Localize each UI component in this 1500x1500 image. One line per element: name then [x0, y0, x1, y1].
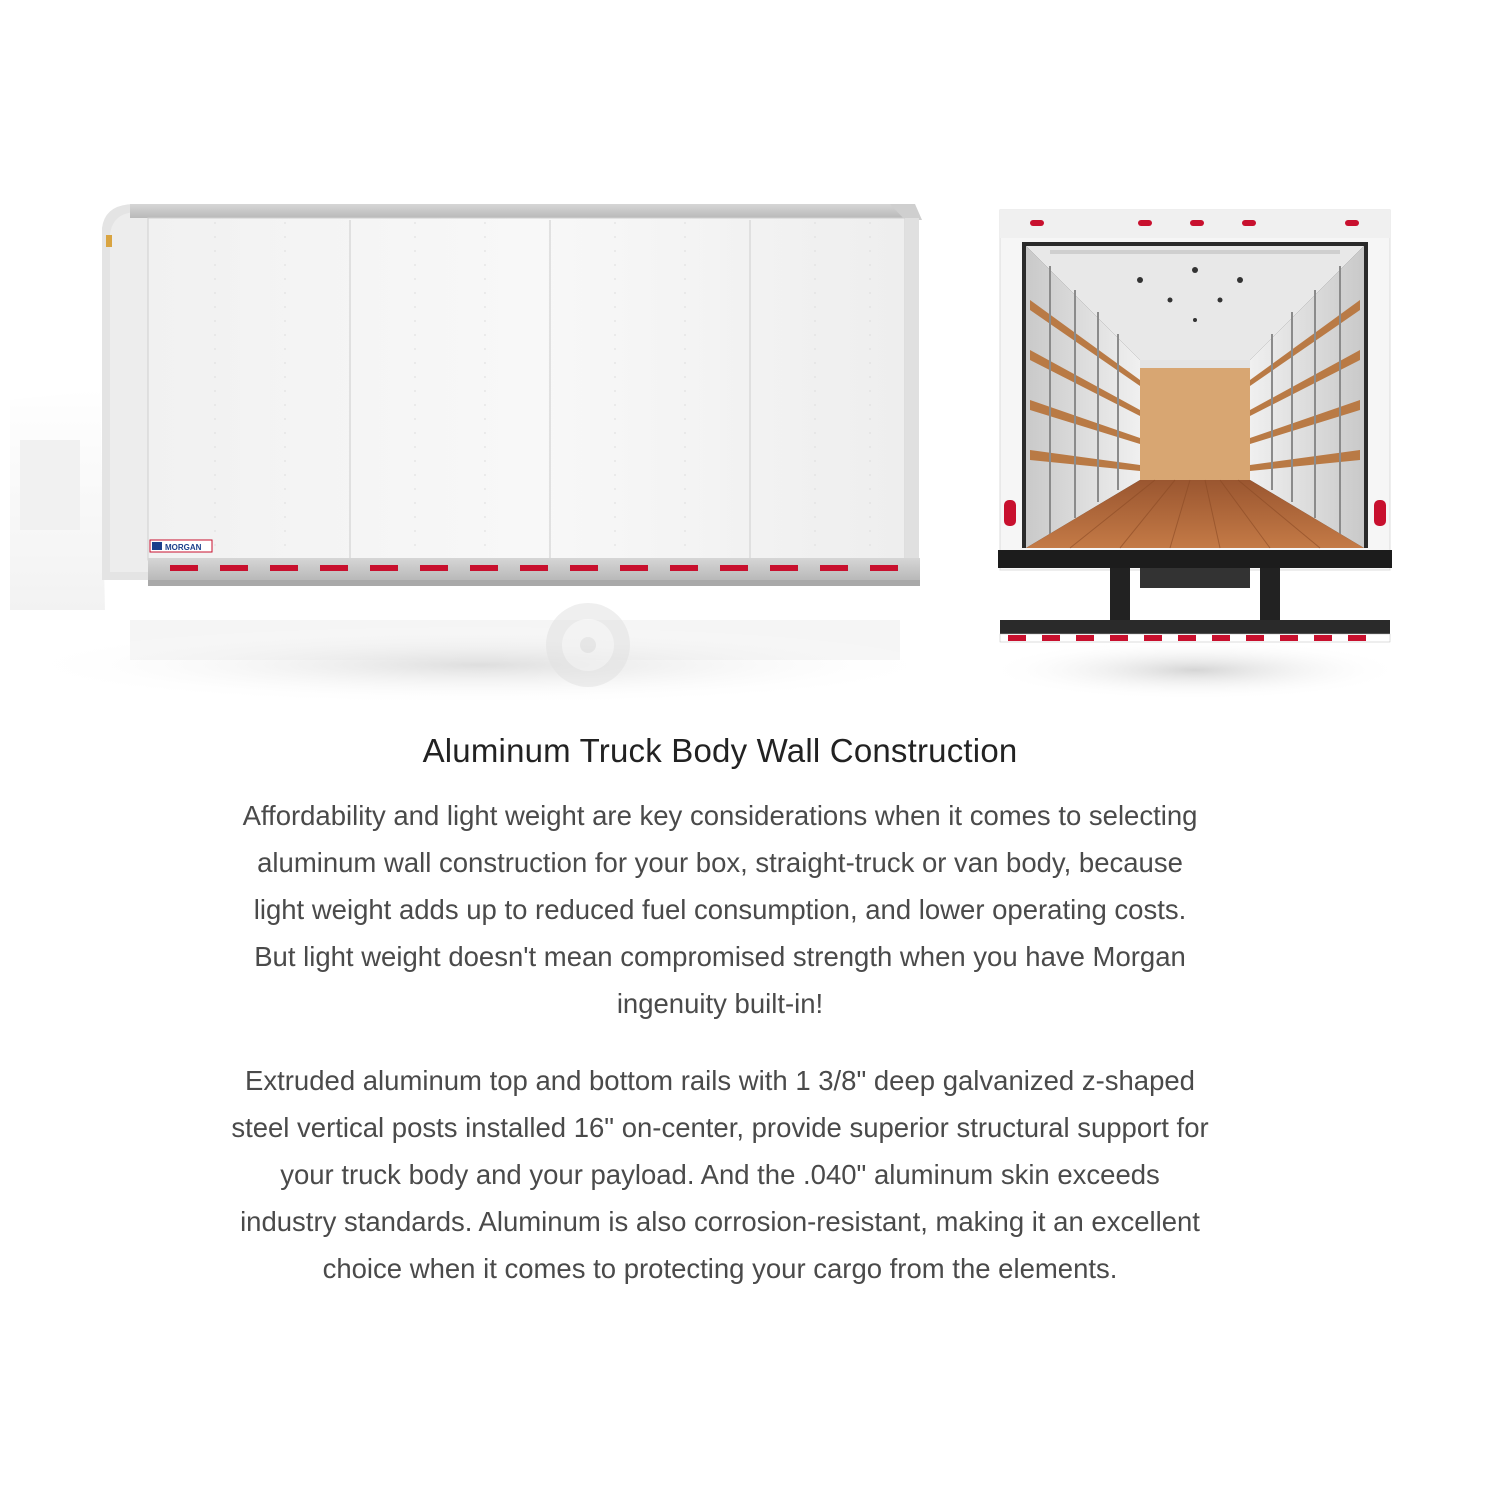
truck-body-side-image: [10, 140, 940, 700]
morgan-badge: [150, 540, 212, 552]
intro-paragraph: Affordability and light weight are key considerations when it comes to selecting aluminum wall construction for your box, straight-truck or van body, because light weight adds up to reduced fuel consumption, and lower operating costs. But light weight doesn't mean compromised strength when you have Morgan ingenuity built-in!: [242, 800, 1198, 1019]
reflector-strip: [170, 565, 898, 571]
page-title: Aluminum Truck Body Wall Construction: [422, 732, 1018, 769]
product-images: [0, 140, 1500, 700]
ghost-wheel: [546, 603, 630, 687]
svg-text:MORGAN: MORGAN: [165, 543, 202, 552]
construction-details-paragraph: Extruded aluminum top and bottom rails with 1 3/8" deep galvanized z-shaped steel vertical posts installed 16" on-center, provide superior structural support for your truck body and your payload. And the .040" aluminum skin exceeds industry standards. Aluminum is also corrosion-resistant, making it an excellent choice when it comes to protecting your cargo from the elements.: [231, 1065, 1209, 1284]
